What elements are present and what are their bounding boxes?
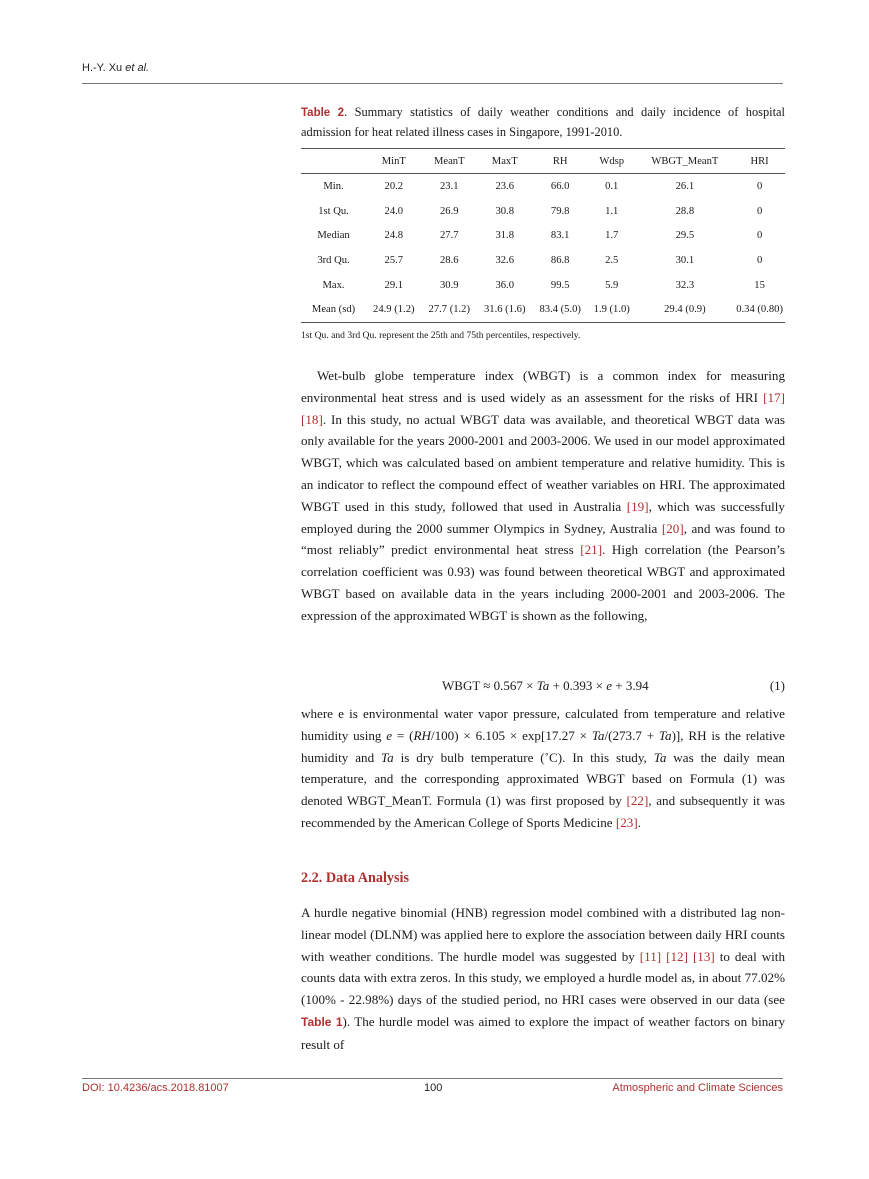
formula-text: = (: [392, 727, 414, 743]
paragraph-wbgt: [301, 365, 785, 627]
table-cell: 30.8: [495, 205, 514, 217]
table-cell: 1.1: [605, 205, 619, 217]
table-cell: 30.9: [439, 279, 459, 291]
equation-var: Ta: [536, 678, 550, 693]
table-row: [301, 248, 785, 273]
citation-link[interactable]: [23]: [615, 814, 638, 830]
body-text: to deal with counts data with extra zeros. In this study, we employed a hurdle model as, in about 77.02% (100% - 22.98%) days of the studied period, no HRI cases were observed in our data (see: [301, 948, 785, 1008]
equation-text: WBGT ≈ 0.567 ×: [442, 678, 537, 693]
summary-statistics-table: [301, 148, 785, 323]
section-heading: 2.2. Data Analysis: [301, 870, 409, 886]
citation-link[interactable]: [21]: [580, 542, 603, 558]
table-cell: 99.5: [550, 279, 570, 291]
table-cell: 0: [756, 205, 763, 217]
table-cell: 0: [756, 230, 763, 242]
equation-number: (1): [769, 678, 785, 693]
table-reference-link[interactable]: Table 1: [301, 1014, 343, 1029]
table-cell: 27.7 (1.2): [422, 297, 477, 322]
body-text: ). The hurdle model was aimed to explore the impact of weather factors on binary result of: [301, 1013, 785, 1052]
table-cell: 0.34 (0.80): [734, 297, 785, 322]
table-row: [301, 199, 785, 224]
header-divider: [82, 83, 783, 84]
table-cell: Mean (sd): [301, 297, 366, 322]
body-text: . High correlation (the Pearson’s correlation coefficient was 0.93) was found between theoretical WBGT and approximated WBGT based on available data in the years including 2000-2001 and 2003-2006. The expression of the approximated WBGT is shown as the following,: [301, 542, 786, 623]
formula-var: e: [386, 727, 393, 743]
table-cell: Min.: [323, 180, 344, 192]
table-cell: 86.8: [550, 254, 570, 266]
table-cell: 1.7: [605, 230, 619, 242]
table-cell: 24.9 (1.2): [366, 297, 421, 322]
table-header-cell: [301, 149, 366, 174]
math-var: Ta: [381, 749, 394, 765]
formula-var: Ta: [591, 727, 605, 743]
running-header-author: [82, 62, 149, 74]
table-cell: 30.1: [675, 254, 695, 266]
equation-text: + 3.94: [612, 678, 649, 693]
body-text: was the daily mean temperature, and the corresponding approximated WBGT based on Formula (1) was denoted WBGT_MeanT. Formula (1) was first proposed by: [301, 749, 785, 809]
paragraph-data-analysis: [301, 902, 785, 1056]
citation-link[interactable]: [11]: [639, 948, 662, 964]
table-header-cell: RH: [532, 149, 587, 174]
equation-text: + 0.393 ×: [549, 678, 607, 693]
author-etal: et al.: [125, 62, 150, 74]
table-cell: 66.0: [550, 180, 570, 192]
table-cell: 29.4 (0.9): [636, 297, 735, 322]
body-text: , and subsequently it was recommended by the American College of Sports Medicine: [301, 793, 785, 830]
footer-divider: [82, 1078, 783, 1079]
table-row: [301, 297, 785, 322]
table-row: [301, 223, 785, 248]
table-cell: 24.8: [384, 230, 404, 242]
table-cell: 31.8: [495, 230, 514, 242]
table-cell: 31.6 (1.6): [477, 297, 532, 322]
table-cell: 83.4 (5.0): [532, 297, 587, 322]
body-text: Wet-bulb globe temperature index (WBGT) is a common index for measuring environmental heat stress and is used widely as an assessment for the risks of HRI: [301, 368, 785, 405]
table-cell: 23.1: [439, 180, 459, 192]
table-cell: 29.1: [384, 279, 404, 291]
table-cell: 26.1: [675, 180, 695, 192]
table-footnote: 1st Qu. and 3rd Qu. represent the 25th and 75th percentiles, respectively.: [301, 330, 581, 341]
table-cell: 28.8: [675, 205, 695, 217]
formula-text: /(273.7 +: [604, 727, 659, 743]
table-header-cell: MinT: [366, 149, 421, 174]
table-label: Table 2: [301, 107, 345, 119]
author-name: H.-Y. Xu: [82, 62, 123, 74]
table-cell: 0: [756, 254, 763, 266]
citation-link[interactable]: [17]: [763, 389, 785, 405]
citation-link[interactable]: [18]: [301, 411, 323, 427]
table-caption-text: . Summary statistics of daily weather conditions and daily incidence of hospital admission for heat related illness cases in Singapore, 1991-2010.: [301, 105, 785, 139]
table-cell: 26.9: [439, 205, 459, 217]
formula-text: /100) × 6.105 × exp[17.27 ×: [430, 727, 592, 743]
footer-journal-name: Atmospheric and Climate Sciences: [612, 1082, 783, 1094]
table-cell: 32.3: [675, 279, 695, 291]
table-cell: 83.1: [550, 230, 570, 242]
table-cell: Max.: [322, 279, 345, 291]
table-cell: 24.0: [384, 205, 404, 217]
table-cell: 1.9 (1.0): [588, 297, 636, 322]
table-header-cell: WBGT_MeanT: [636, 149, 735, 174]
table-header-cell: HRI: [734, 149, 785, 174]
table-cell: 5.9: [605, 279, 619, 291]
body-text: , and was found to “most reliably” predict environmental heat stress: [301, 520, 785, 558]
citation-link[interactable]: [20]: [661, 520, 684, 536]
table-cell: 79.8: [550, 205, 570, 217]
body-text: , RH is the relative humidity and: [301, 727, 785, 765]
table-row: [301, 174, 785, 199]
citation-link[interactable]: [22]: [626, 793, 649, 809]
table-cell: 25.7: [384, 254, 404, 266]
formula-text: )]: [671, 727, 681, 743]
table-header-cell: MaxT: [477, 149, 532, 174]
body-text: . In this study, no actual WBGT data was available, and theoretical WBGT data was only available for the years 2000-2001 and 2003-2006. We used in our model approximated WBGT, which was calculated based on ambient temperature and relative humidity. This is an indicator to reflect the compound effect of weather variables on HRI. The approximated WBGT used in this study, followed that used in Australia: [301, 411, 785, 514]
equation-var: e: [606, 678, 613, 693]
body-text: A hurdle negative binomial (HNB) regression model combined with a distributed lag non-linear model (DLNM) was applied here to explore the association between daily HRI counts with weather conditions. The hurdle model was suggested by: [301, 905, 785, 964]
table-cell: 27.7: [439, 230, 459, 242]
footer-doi[interactable]: DOI: 10.4236/acs.2018.81007: [82, 1082, 229, 1094]
formula-var: RH: [413, 727, 431, 743]
table-row: [301, 273, 785, 298]
table-header-row: [301, 149, 785, 174]
table-cell: 0: [756, 180, 763, 192]
table-cell: 36.0: [495, 279, 514, 291]
table-cell: 20.2: [384, 180, 404, 192]
table-header-cell: MeanT: [422, 149, 477, 174]
table-caption: [301, 103, 785, 142]
citation-link[interactable]: [13]: [692, 948, 715, 964]
body-text: is dry bulb temperature (˚C). In this study,: [393, 749, 654, 765]
table-cell: 28.6: [439, 254, 459, 266]
page-number: 100: [424, 1082, 443, 1094]
formula-var: Ta: [658, 727, 672, 743]
table-cell: Median: [317, 230, 350, 242]
inline-formula: [386, 728, 680, 743]
citation-link[interactable]: [19]: [626, 498, 649, 514]
body-text: , which was successfully employed during the 2000 summer Olympics in Sydney, Australia: [301, 498, 785, 536]
table-cell: 2.5: [605, 254, 619, 266]
table-cell: 1st Qu.: [318, 205, 349, 217]
table-header-cell: Wdsp: [588, 149, 636, 174]
table-cell: 3rd Qu.: [317, 254, 350, 266]
table-cell: 15: [754, 279, 765, 291]
math-var: Ta: [653, 749, 667, 765]
table-cell: 0.1: [605, 180, 619, 192]
equation-body: [442, 676, 649, 696]
table-cell: 23.6: [495, 180, 514, 192]
citation-link[interactable]: [12]: [666, 948, 688, 964]
body-text: where e is environmental water vapor pressure, calculated from temperature and relative humidity using: [301, 706, 785, 743]
table-cell: 29.5: [675, 230, 695, 242]
paragraph-vapor-pressure: [301, 703, 785, 834]
table-cell: 32.6: [495, 254, 514, 266]
body-text: .: [637, 814, 641, 830]
